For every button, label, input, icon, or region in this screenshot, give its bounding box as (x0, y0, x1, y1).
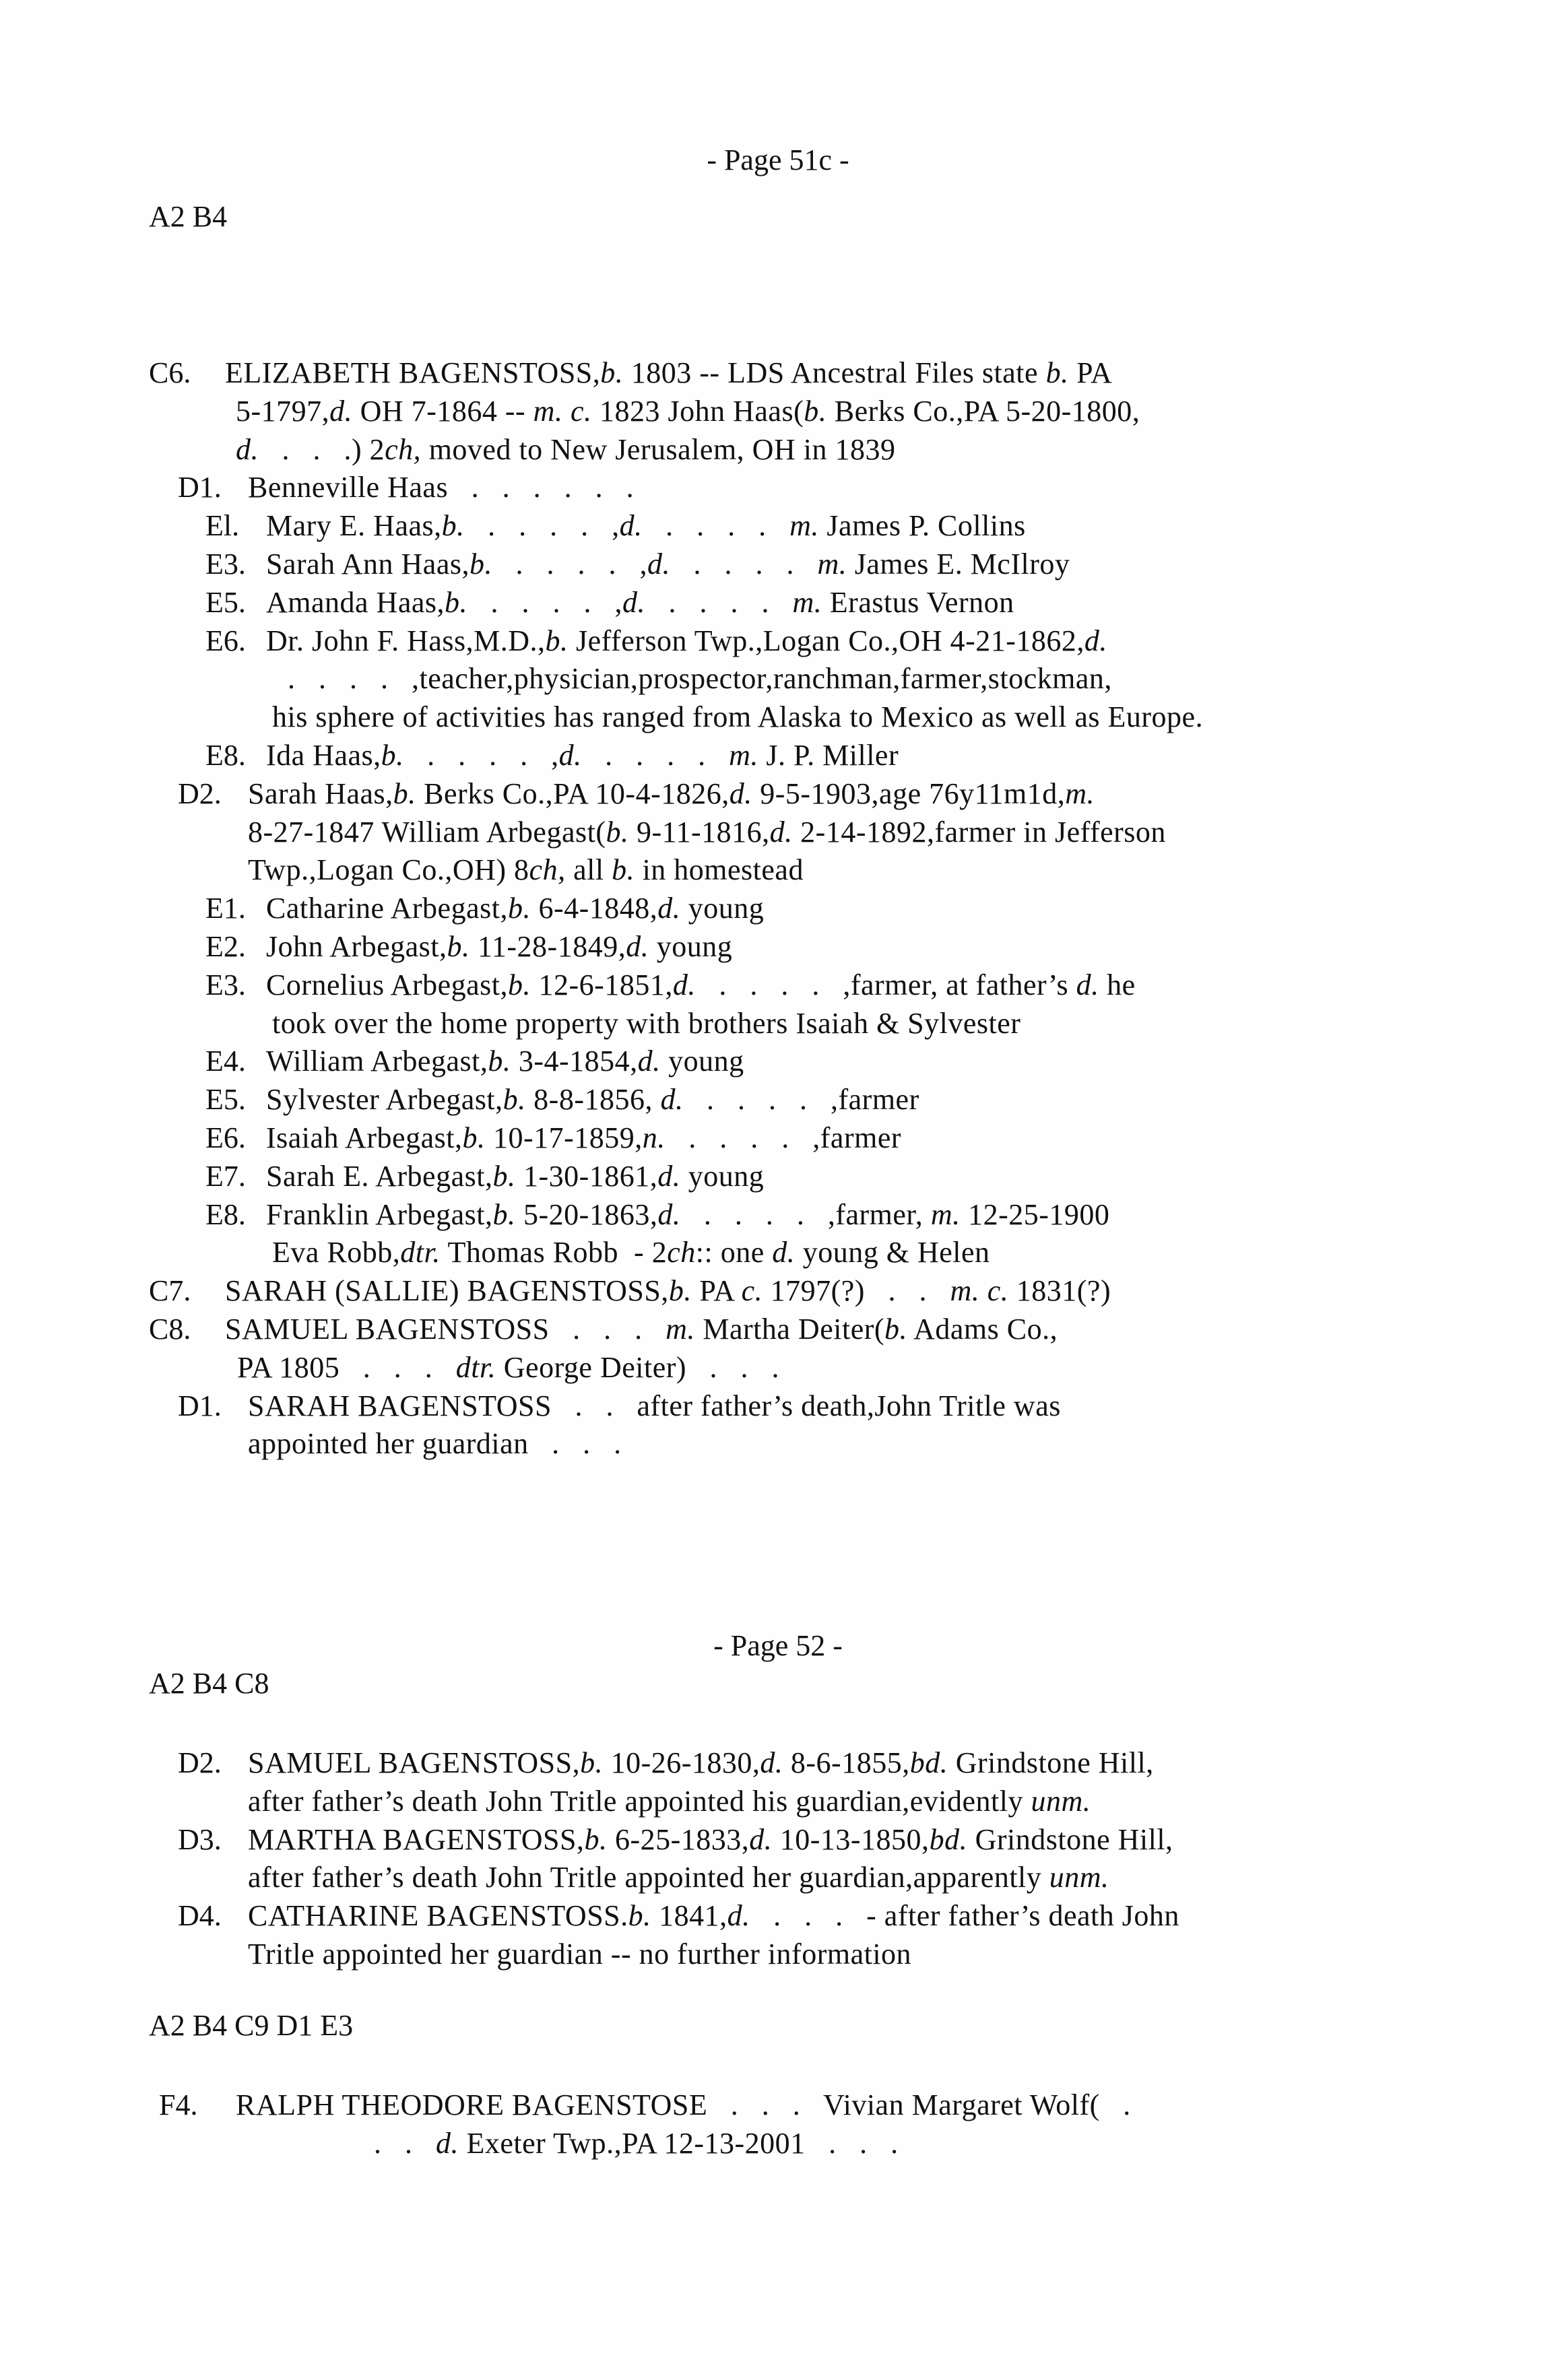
entry-label: E6. (205, 1121, 246, 1154)
entry-text-line: PA 1805 . . . dtr. George Deiter) . . . (237, 1350, 780, 1384)
entry-label: E4. (205, 1045, 246, 1078)
entry-text-line: Ida Haas,b. . . . . ,d. . . . . m. J. P. Miller (266, 739, 899, 772)
entry-text-line: appointed her guardian . . . (248, 1427, 622, 1461)
entry-text-line: Sarah Haas,b. Berks Co.,PA 10-4-1826,d. 9-5-1903,age 76y11m1d,m. (248, 776, 1095, 810)
lineage-heading: A2 B4 C9 D1 E3 (149, 2009, 354, 2042)
entry-label: D4. (178, 1899, 222, 1933)
entry-text-line: Twp.,Logan Co.,OH) 8ch, all b. in homestead (248, 853, 804, 887)
page-header-52: - Page 52 - (713, 1629, 843, 1662)
lineage-heading: A2 B4 C8 (149, 1667, 269, 1700)
entry-text-line: Sarah E. Arbegast,b. 1-30-1861,d. young (266, 1159, 765, 1193)
entry-label: E5. (205, 585, 246, 619)
entry-label: E1. (205, 892, 246, 925)
entry-text-line: John Arbegast,b. 11-28-1849,d. young (266, 930, 733, 963)
entry-label: E8. (205, 739, 246, 772)
entry-text-line: Sylvester Arbegast,b. 8-8-1856, d. . . . . ,farmer (266, 1083, 919, 1117)
entry-text-line: Mary E. Haas,b. . . . . ,d. . . . . m. James P. Collins (266, 509, 1026, 543)
entry-label: E3. (205, 968, 246, 1001)
entry-text-line: Catharine Arbegast,b. 6-4-1848,d. young (266, 892, 765, 925)
entry-label: D2. (178, 776, 222, 810)
entry-text-line: CATHARINE BAGENSTOSS.b. 1841,d. . . . - after father’s death John (248, 1899, 1179, 1933)
entry-text-line: Franklin Arbegast,b. 5-20-1863,d. . . . . ,farmer, m. 12-25-1900 (266, 1197, 1110, 1231)
entry-text-line: his sphere of activities has ranged from Alaska to Mexico as well as Europe. (272, 700, 1204, 734)
entry-text-line: SARAH (SALLIE) BAGENSTOSS,b. PA c. 1797(?) . . m. c. 1831(?) (225, 1274, 1111, 1308)
entry-text-line: MARTHA BAGENSTOSS,b. 6-25-1833,d. 10-13-1850,bd. Grindstone Hill, (248, 1822, 1173, 1856)
entry-text-line: after father’s death John Tritle appointed his guardian,evidently unm. (248, 1784, 1091, 1818)
entry-text-line: RALPH THEODORE BAGENSTOSE . . . Vivian Margaret Wolf( . (236, 2088, 1131, 2121)
entry-label: E7. (205, 1159, 246, 1193)
entry-label: F4. (159, 2088, 198, 2121)
entry-text-line: Sarah Ann Haas,b. . . . . ,d. . . . . m. James E. McIlroy (266, 548, 1070, 581)
entry-text-line: ELIZABETH BAGENSTOSS,b. 1803 -- LDS Ancestral Files state b. PA (225, 356, 1113, 389)
entry-label: D3. (178, 1822, 222, 1856)
entry-text-line: SARAH BAGENSTOSS . . after father’s death,John Tritle was (248, 1389, 1061, 1422)
entry-text-line: Cornelius Arbegast,b. 12-6-1851,d. . . . . ,farmer, at father’s d. he (266, 968, 1136, 1001)
entry-label: D1. (178, 471, 222, 504)
entry-text-line: . . d. Exeter Twp.,PA 12-13-2001 . . . (374, 2126, 899, 2160)
entry-text-line: William Arbegast,b. 3-4-1854,d. young (266, 1045, 744, 1078)
entry-text-line: took over the home property with brothers Isaiah & Sylvester (272, 1006, 1021, 1040)
entry-label: E5. (205, 1083, 246, 1117)
entry-label: E2. (205, 930, 246, 963)
entry-text-line: 5-1797,d. OH 7-1864 -- m. c. 1823 John Haas(b. Berks Co.,PA 5-20-1800, (236, 394, 1140, 428)
entry-text-line: SAMUEL BAGENSTOSS,b. 10-26-1830,d. 8-6-1855,bd. Grindstone Hill, (248, 1746, 1154, 1779)
entry-label: E8. (205, 1197, 246, 1231)
entry-text-line: . . . . ,teacher,physician,prospector,ranchman,farmer,stockman, (272, 662, 1112, 696)
entry-text-line: after father’s death John Tritle appointed her guardian,apparently unm. (248, 1861, 1109, 1894)
entry-text-line: Benneville Haas . . . . . . (248, 471, 635, 504)
entry-text-line: Dr. John F. Hass,M.D.,b. Jefferson Twp.,Logan Co.,OH 4-21-1862,d. (266, 624, 1107, 657)
entry-label: C7. (149, 1274, 191, 1308)
lineage-heading: A2 B4 (149, 200, 228, 233)
entry-text-line: Eva Robb,dtr. Thomas Robb - 2ch:: one d. young & Helen (272, 1236, 990, 1269)
page-header-51c: - Page 51c - (707, 143, 849, 176)
entry-text-line: Isaiah Arbegast,b. 10-17-1859,n. . . . . ,farmer (266, 1121, 902, 1154)
entry-label: C8. (149, 1313, 191, 1346)
entry-text-line: Tritle appointed her guardian -- no further information (248, 1938, 912, 1971)
entry-label: E3. (205, 548, 246, 581)
entry-text-line: 8-27-1847 William Arbegast(b. 9-11-1816,d. 2-14-1892,farmer in Jefferson (248, 815, 1166, 849)
entry-text-line: SAMUEL BAGENSTOSS . . . m. Martha Deiter(b. Adams Co., (225, 1313, 1058, 1346)
entry-label: El. (205, 509, 240, 543)
entry-label: D2. (178, 1746, 222, 1779)
entry-label: D1. (178, 1389, 222, 1422)
entry-label: C6. (149, 356, 191, 389)
entry-text-line: d. . . .) 2ch, moved to New Jerusalem, OH in 1839 (236, 432, 896, 466)
entry-text-line: Amanda Haas,b. . . . . ,d. . . . . m. Erastus Vernon (266, 585, 1014, 619)
entry-label: E6. (205, 624, 246, 657)
